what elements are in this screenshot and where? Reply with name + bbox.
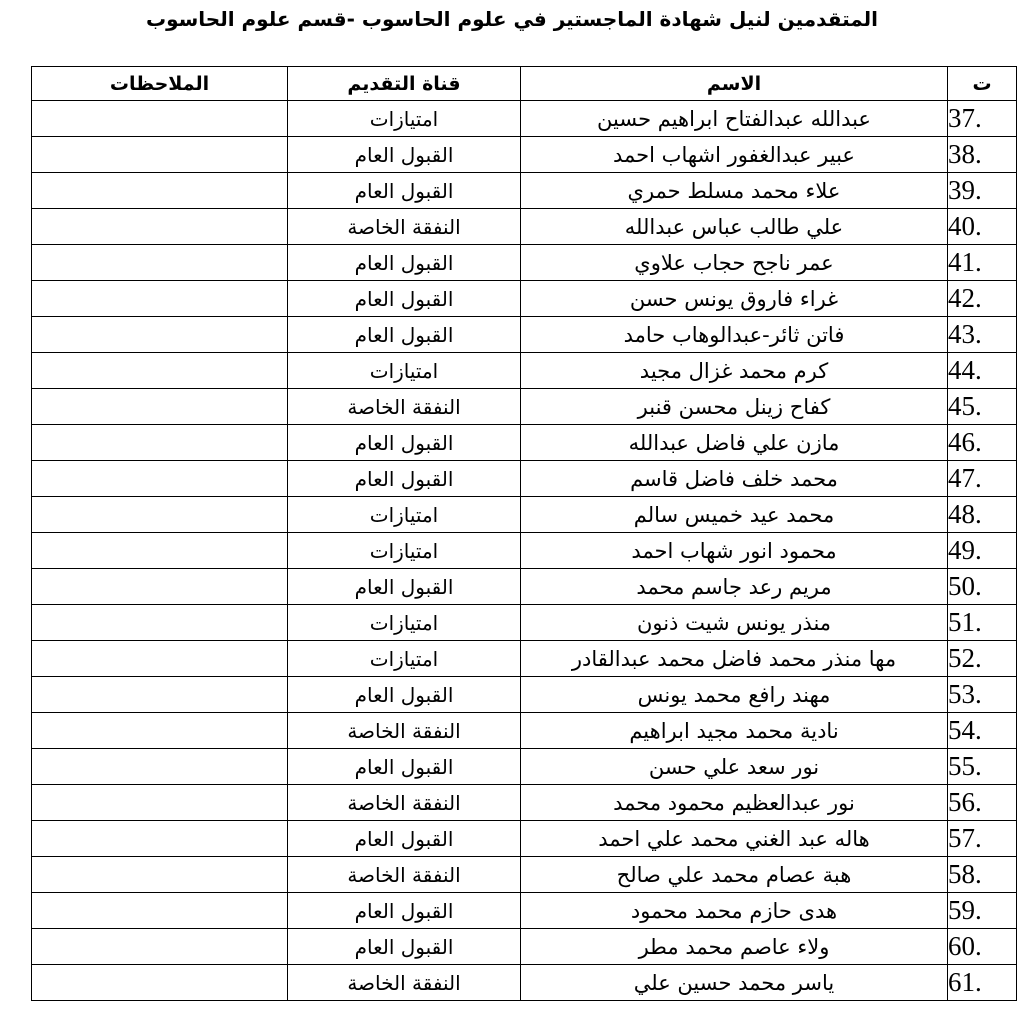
row-name: مريم رعد جاسم محمد	[521, 569, 948, 605]
row-name: نادية محمد مجيد ابراهيم	[521, 713, 948, 749]
row-notes	[32, 965, 288, 1001]
row-channel: القبول العام	[288, 929, 521, 965]
row-channel: امتيازات	[288, 101, 521, 137]
row-notes	[32, 281, 288, 317]
row-notes	[32, 641, 288, 677]
header-number: ت	[948, 67, 1017, 101]
table-row	[32, 785, 1017, 821]
table-row	[32, 893, 1017, 929]
row-name: كفاح زينل محسن قنبر	[521, 389, 948, 425]
table-row	[32, 101, 1017, 137]
row-number: 39.	[948, 173, 1017, 209]
row-channel: القبول العام	[288, 137, 521, 173]
row-name: ياسر محمد حسين علي	[521, 965, 948, 1001]
table-row	[32, 533, 1017, 569]
row-channel: النفقة الخاصة	[288, 965, 521, 1001]
row-number: 52.	[948, 641, 1017, 677]
row-channel: امتيازات	[288, 605, 521, 641]
row-notes	[32, 677, 288, 713]
row-number: 43.	[948, 317, 1017, 353]
row-channel: القبول العام	[288, 245, 521, 281]
row-notes	[32, 857, 288, 893]
row-name: هبة عصام محمد علي صالح	[521, 857, 948, 893]
row-number: 44.	[948, 353, 1017, 389]
row-number: 46.	[948, 425, 1017, 461]
row-channel: امتيازات	[288, 641, 521, 677]
row-number: 57.	[948, 821, 1017, 857]
row-channel: القبول العام	[288, 569, 521, 605]
table-header-row	[32, 67, 1017, 101]
row-notes	[32, 533, 288, 569]
row-name: علاء محمد مسلط حمري	[521, 173, 948, 209]
table-row	[32, 425, 1017, 461]
row-name: مازن علي فاضل عبدالله	[521, 425, 948, 461]
header-name: الاسم	[521, 67, 948, 101]
row-number: 49.	[948, 533, 1017, 569]
table-body	[32, 101, 1017, 1001]
table-row	[32, 569, 1017, 605]
table-row	[32, 605, 1017, 641]
row-name: ولاء عاصم محمد مطر	[521, 929, 948, 965]
row-name: منذر يونس شيت ذنون	[521, 605, 948, 641]
table-row	[32, 497, 1017, 533]
row-name: عمر ناجح حجاب علاوي	[521, 245, 948, 281]
row-number: 51.	[948, 605, 1017, 641]
row-notes	[32, 137, 288, 173]
row-name: محمود انور شهاب احمد	[521, 533, 948, 569]
row-notes	[32, 209, 288, 245]
row-notes	[32, 605, 288, 641]
row-channel: القبول العام	[288, 173, 521, 209]
row-channel: امتيازات	[288, 353, 521, 389]
row-notes	[32, 173, 288, 209]
row-channel: النفقة الخاصة	[288, 389, 521, 425]
row-notes	[32, 749, 288, 785]
row-name: مهند رافع محمد يونس	[521, 677, 948, 713]
row-number: 42.	[948, 281, 1017, 317]
table-row	[32, 137, 1017, 173]
row-name: عبدالله عبدالفتاح ابراهيم حسين	[521, 101, 948, 137]
row-number: 40.	[948, 209, 1017, 245]
table-row	[32, 389, 1017, 425]
row-number: 41.	[948, 245, 1017, 281]
row-name: هدى حازم محمد محمود	[521, 893, 948, 929]
row-notes	[32, 389, 288, 425]
row-name: نور سعد علي حسن	[521, 749, 948, 785]
row-channel: القبول العام	[288, 677, 521, 713]
row-number: 53.	[948, 677, 1017, 713]
row-notes	[32, 353, 288, 389]
row-name: نور عبدالعظيم محمود محمد	[521, 785, 948, 821]
row-channel: امتيازات	[288, 497, 521, 533]
row-name: كرم محمد غزال مجيد	[521, 353, 948, 389]
row-number: 45.	[948, 389, 1017, 425]
row-notes	[32, 317, 288, 353]
table-row	[32, 677, 1017, 713]
row-number: 48.	[948, 497, 1017, 533]
row-channel: القبول العام	[288, 821, 521, 857]
row-name: هاله عبد الغني محمد علي احمد	[521, 821, 948, 857]
row-name: مها منذر محمد فاضل محمد عبدالقادر	[521, 641, 948, 677]
row-channel: القبول العام	[288, 317, 521, 353]
table-row	[32, 857, 1017, 893]
row-number: 58.	[948, 857, 1017, 893]
table-row	[32, 641, 1017, 677]
row-channel: القبول العام	[288, 893, 521, 929]
table-row	[32, 245, 1017, 281]
row-notes	[32, 425, 288, 461]
table-row	[32, 353, 1017, 389]
table-row	[32, 749, 1017, 785]
row-notes	[32, 821, 288, 857]
row-channel: القبول العام	[288, 461, 521, 497]
table-row	[32, 929, 1017, 965]
table-row	[32, 317, 1017, 353]
table-row	[32, 821, 1017, 857]
table-row	[32, 173, 1017, 209]
row-notes	[32, 497, 288, 533]
row-channel: النفقة الخاصة	[288, 209, 521, 245]
row-notes	[32, 101, 288, 137]
row-notes	[32, 461, 288, 497]
table-row	[32, 209, 1017, 245]
applicants-table	[31, 66, 1017, 1001]
row-channel: النفقة الخاصة	[288, 857, 521, 893]
row-notes	[32, 929, 288, 965]
row-channel: القبول العام	[288, 749, 521, 785]
header-channel: قناة التقديم	[288, 67, 521, 101]
table-row	[32, 965, 1017, 1001]
row-channel: القبول العام	[288, 281, 521, 317]
row-number: 59.	[948, 893, 1017, 929]
table-row	[32, 713, 1017, 749]
row-notes	[32, 569, 288, 605]
row-number: 38.	[948, 137, 1017, 173]
row-notes	[32, 785, 288, 821]
page-title: المتقدمين لنيل شهادة الماجستير في علوم الحاسوب -قسم علوم الحاسوب	[145, 7, 879, 31]
row-channel: القبول العام	[288, 425, 521, 461]
row-name: محمد خلف فاضل قاسم	[521, 461, 948, 497]
row-number: 56.	[948, 785, 1017, 821]
row-name: محمد عيد خميس سالم	[521, 497, 948, 533]
row-channel: امتيازات	[288, 533, 521, 569]
row-number: 54.	[948, 713, 1017, 749]
row-number: 47.	[948, 461, 1017, 497]
table-row	[32, 281, 1017, 317]
row-number: 50.	[948, 569, 1017, 605]
row-name: فاتن ثائر-عبدالوهاب حامد	[521, 317, 948, 353]
row-number: 37.	[948, 101, 1017, 137]
row-name: عبير عبدالغفور اشهاب احمد	[521, 137, 948, 173]
row-notes	[32, 245, 288, 281]
row-name: علي طالب عباس عبدالله	[521, 209, 948, 245]
table-row	[32, 461, 1017, 497]
row-channel: النفقة الخاصة	[288, 713, 521, 749]
row-notes	[32, 713, 288, 749]
header-notes: الملاحظات	[32, 67, 288, 101]
row-number: 55.	[948, 749, 1017, 785]
row-number: 60.	[948, 929, 1017, 965]
row-channel: النفقة الخاصة	[288, 785, 521, 821]
row-number: 61.	[948, 965, 1017, 1001]
row-name: غراء فاروق يونس حسن	[521, 281, 948, 317]
row-notes	[32, 893, 288, 929]
